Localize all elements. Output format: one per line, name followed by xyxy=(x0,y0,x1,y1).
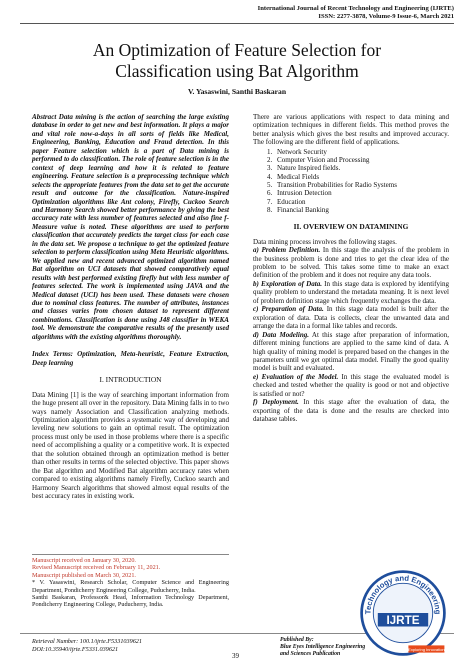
logo-text: IJRTE xyxy=(386,613,420,627)
page-number: 39 xyxy=(232,652,239,660)
stages-list xyxy=(253,246,449,424)
published-date: Manuscript published on March 30, 2021. xyxy=(32,571,136,579)
retrieval-number: Retrieval Number: 100.1/ijrte.F5331039621 xyxy=(32,638,142,645)
stage-item xyxy=(253,305,449,330)
application-text: Nature Inspired fields. xyxy=(277,164,341,173)
application-text: Transition Probabilities for Radio Systems xyxy=(277,181,397,189)
right-column xyxy=(253,113,449,424)
stage-item xyxy=(253,331,449,373)
logo-ring-text: Technology and Engineering xyxy=(363,573,443,615)
index-terms: Index Terms: Optimization, Meta-heuristic, Feature Extraction, Deep learning xyxy=(32,350,229,367)
publisher-info xyxy=(280,637,365,657)
journal-header xyxy=(258,5,454,22)
application-text: Financial Banking xyxy=(277,205,329,214)
stage-text: In this stage data is explored by identifying quality problem to understand the metadata meaning. It is next level of problem definition stage which frequently exchanges the data. xyxy=(253,279,449,305)
application-item xyxy=(267,173,449,181)
stage-label: b) Exploration of Data. xyxy=(253,279,322,288)
stage-item xyxy=(253,398,449,423)
section-heading-introduction: I. INTRODUCTION xyxy=(99,375,162,385)
received-date: Manuscript received on January 30, 2020. xyxy=(32,557,136,564)
stage-item xyxy=(253,373,449,398)
application-number: 8. xyxy=(267,205,273,214)
application-item xyxy=(267,148,449,156)
application-item xyxy=(267,156,449,164)
journal-issn: ISSN: 2277-3878, Volume-9 Issue-6, March 2021 xyxy=(318,13,454,21)
doi: DOI:10.35940/ijrte.F5331.039621 xyxy=(32,645,119,653)
application-item xyxy=(267,181,449,189)
stage-item xyxy=(253,280,449,305)
application-number: 2. xyxy=(267,156,273,165)
application-text: Intrusion Detection xyxy=(277,189,332,198)
application-number: 3. xyxy=(267,164,273,173)
paper-title xyxy=(20,40,454,82)
application-number: 5. xyxy=(267,181,273,189)
author2-affiliation: Santhi Baskaran, Professor& Head, Information Technology Department, Pondicherry Engineering College, Puducherry, India. xyxy=(32,594,229,609)
stage-label: d) Data Modeling. xyxy=(253,330,310,339)
footer-retrieval xyxy=(32,638,142,653)
title-line-1: An Optimization of Feature Selection for xyxy=(92,40,382,60)
section-heading-overview: II. OVERVIEW ON DATAMINING xyxy=(293,222,409,232)
header-rule xyxy=(20,23,454,24)
stage-label: c) Preparation of Data. xyxy=(253,305,324,314)
stage-text: In this stage after the evaluation of data, the exporting of the data is done and the results are checked into database tables. xyxy=(253,398,450,424)
abstract-text: Abstract Data mining is the action of searching the large existing database in order to get new and best information. It plays a major and vital role now-a-days in all sorts of fields like Medical, Engineering, Banking, Education and Fraud detection. In this paper Feature selection which is a part of Data mining is performed to do classification. The role of feature selection is in the context of deep learning and how it is related to feature engineering. Feature selection is a preprocessing technique which selects the appropriate features from the data set to get the accurate result and outcome for the classification. Nature-inspired Optimization algorithms like Ant colony, Firefly, Cuckoo Search and Harmony Search showed better performance by giving the best accuracy rate with less number of features selected and also fine f-Measure value is noted. These algorithms are used to perform classification that accurately predicts the target class for each case in the data set. We propose a technique to get the optimized feature selection to perform classification using Meta Heuristic algorithms. We applied new and recent advanced optimized algorithm named Bat algorithm on UCI datasets that showed comparatively equal results with best performed existing firefly but with less number of features selected. The work is implemented using JAVA and the Medical dataset (UCI) has been used. These datasets were chosen due to nominal class features. The number of attributes, instances and classes varies from chosen dataset to represent different combinations. Classification is done using J48 classifier in WEKA tool. We demonstrate the comparative results of the presently used algorithms with the existing algorithms thoroughly. xyxy=(32,113,229,341)
application-text: Education xyxy=(277,197,306,206)
stage-label: e) Evaluation of the Model. xyxy=(253,372,339,381)
publisher-line-1: Blue Eyes Intelligence Engineering xyxy=(280,643,366,650)
abstract xyxy=(32,113,229,341)
ijrte-logo xyxy=(358,568,448,658)
journal-name: International Journal of Recent Technology and Engineering (IJRTE) xyxy=(257,5,454,12)
manuscript-info xyxy=(32,554,229,609)
application-item xyxy=(267,206,449,214)
introduction-text: Data Mining [1] is the way of searching important information from the huge present all over in the repository. Data Mining falls in to two ways namely Association and Classification analyzing methods. Optimization algorithm provides a systematic way of developing and leveling new solutions to gain an optimal result. The optimization process must only be used in those problems where there is a specific need of accomplishing a quality or a competitive work. It is expected that the solution obtained through an optimization method is better than other results in terms of the selected objective. This paper shows the Bat algorithm and Modified Bat algorithm accuracy rates when compared to existing algorithms namely Firefly, Cuckoo search and Harmony Search algorithms that showed almost equal results of the best accuracy rates in existing work. xyxy=(32,390,229,501)
stage-text: In this stage the evaluated model is checked and tested whether the quality is good or not and objective is satisfied or not? xyxy=(253,372,450,398)
application-number: 4. xyxy=(267,172,273,181)
revised-date: Revised Manuscript received on February 11, 2021. xyxy=(32,564,161,572)
stage-label: a) Problem Definition. xyxy=(253,246,321,255)
author1-affiliation: * V. Yasaswini, Research Scholar, Computer Science and Engineering Department, Pondicherry Engineering College, Puducherry, India. xyxy=(32,579,229,594)
application-item xyxy=(267,189,449,197)
applications-list xyxy=(253,148,449,214)
stage-label: f) Deployment. xyxy=(253,398,299,407)
stage-item xyxy=(253,246,449,280)
application-item xyxy=(267,164,449,172)
application-text: Computer Vision and Processing xyxy=(277,156,370,165)
stage-text: At this stage after preparation of information, different mining functions are applied to the same kind of data. A high quality of mining model is prepared based on the changes in the parameters until we get optimal data model. Finally the good quality model is built and evaluated. xyxy=(253,330,449,373)
application-text: Medical Fields xyxy=(277,172,320,181)
published-by: Published By: xyxy=(280,637,314,643)
application-number: 7. xyxy=(267,197,273,206)
overview-intro: Data mining process involves the following stages. xyxy=(253,237,397,246)
publisher-line-2: and Sciences Publication xyxy=(280,650,341,657)
authors: V. Yasaswini, Santhi Baskaran xyxy=(187,87,287,96)
application-text: Network Security xyxy=(277,147,327,156)
logo-bottom-text: Exploring Innovation xyxy=(408,646,445,652)
stage-text: In this stage the analysis of the problem in the business problem is done and tries to get the clear idea of the problem to be solved. This takes some time to make an exact definition of the problem and it does not require any data tools. xyxy=(253,246,449,280)
title-line-2: Classification using Bat Algorithm xyxy=(115,61,359,81)
application-number: 6. xyxy=(267,189,273,198)
stage-text: In this stage data model is built after the exploration of data. Data is collects, clear the unwanted data and arrange the data in a formal like tables and records. xyxy=(253,305,449,331)
manuscript-rule xyxy=(32,554,229,555)
applications-intro: There are various applications with respect to data mining and optimization techniques in different fields. This method proves the better analysis which gives the best results and improved accuracy. The following are the different field of applications. xyxy=(253,113,449,147)
application-number: 1. xyxy=(267,147,273,156)
application-item xyxy=(267,198,449,206)
left-column xyxy=(32,113,229,500)
